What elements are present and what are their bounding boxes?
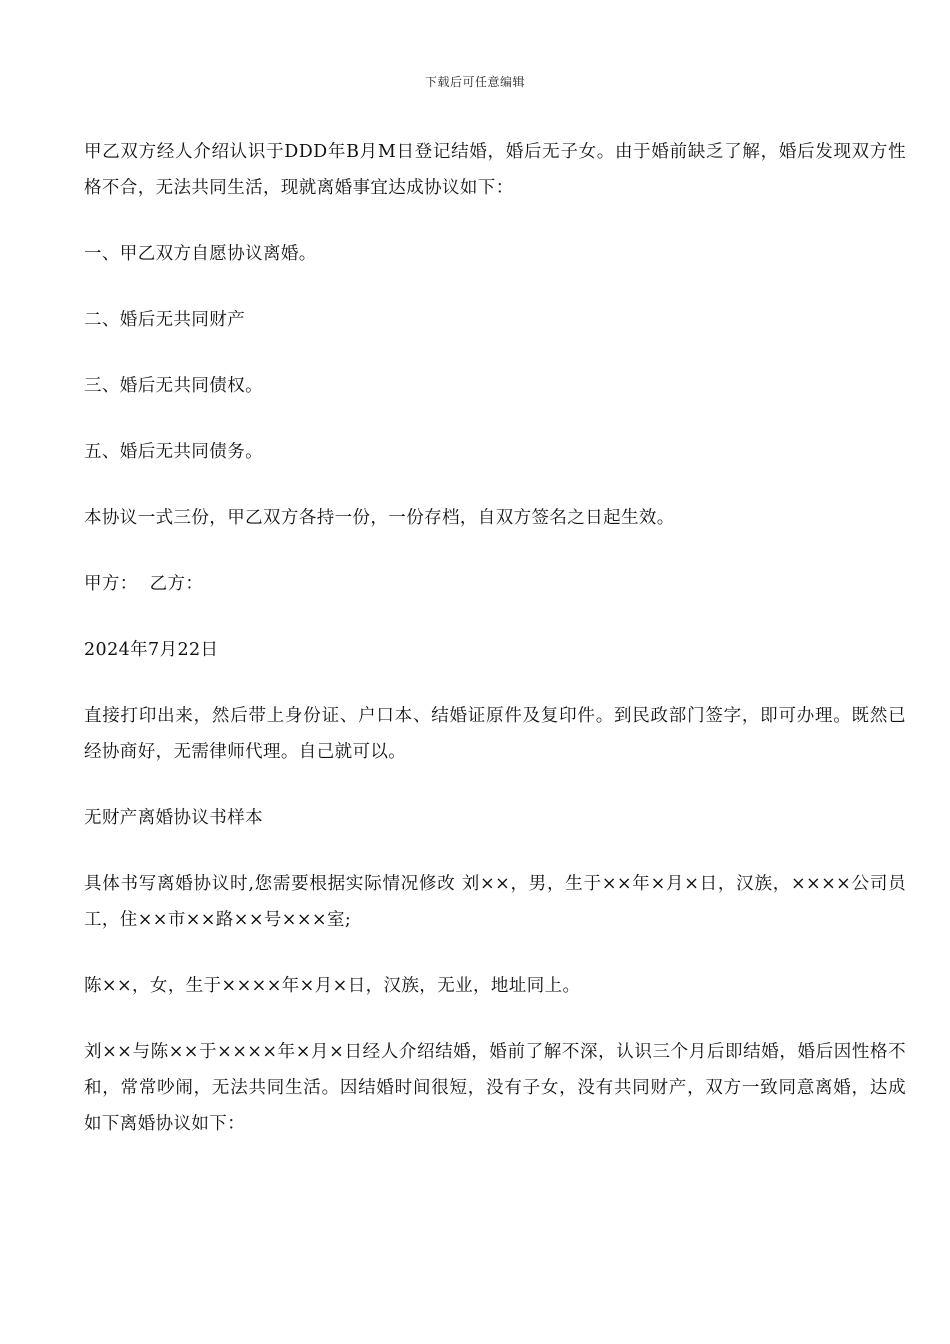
paragraph-background: 刘××与陈××于××××年×月×日经人介绍结婚，婚前了解不深，认识三个月后即结婚，婚后因性格不和，常常吵闹，无法共同生活。因结婚时间很短，没有子女，没有共同财产，双方一致同意离婚，达成如下离婚协议如下： [84, 1042, 906, 1134]
clause-3: 三、婚后无共同债权。 [84, 376, 263, 396]
clause-1: 一、甲乙双方自愿协议离婚。 [84, 244, 317, 264]
paragraph-instructions: 直接打印出来，然后带上身份证、户口本、结婚证原件及复印件。到民政部门签字，即可办理。既然已经协商好，无需律师代理。自己就可以。 [84, 706, 906, 762]
paragraph-party-b: 陈××，女，生于××××年×月×日，汉族，无业，地址同上。 [84, 976, 581, 996]
paragraph-copies: 本协议一式三份，甲乙双方各持一份，一份存档，自双方签名之日起生效。 [84, 508, 675, 528]
signature-line: 甲方： 乙方： [84, 574, 204, 594]
paragraph-intro: 甲乙双方经人介绍认识于DDD年B月M日登记结婚，婚后无子女。由于婚前缺乏了解，婚后发现双方性格不合，无法共同生活，现就离婚事宜达成协议如下： [84, 142, 906, 198]
document-date: 2024年7月22日 [84, 640, 219, 660]
clause-5: 五、婚后无共同债务。 [84, 442, 263, 462]
section-title: 无财产离婚协议书样本 [84, 808, 263, 828]
header-note: 下载后可任意编辑 [424, 75, 525, 89]
clause-2: 二、婚后无共同财产 [84, 310, 246, 330]
paragraph-party-a: 具体书写离婚协议时,您需要根据实际情况修改 刘××，男，生于××年×月×日，汉族，××××公司员工，住××市××路××号×××室; [84, 874, 906, 930]
document-body [84, 134, 906, 1142]
